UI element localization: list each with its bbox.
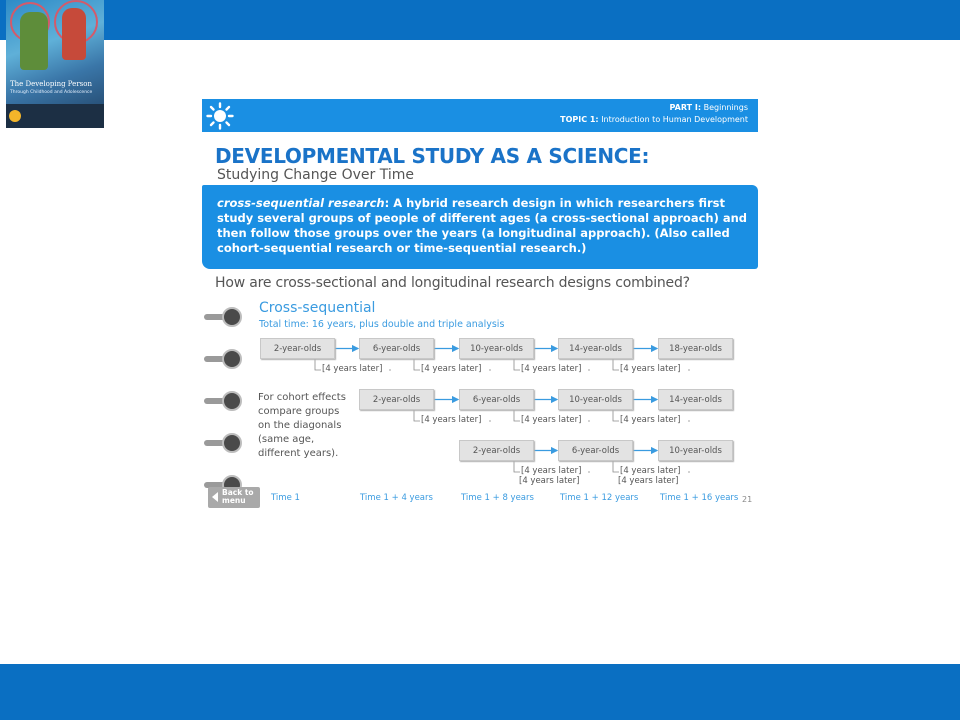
- back-button-label: Back to menu: [222, 488, 254, 505]
- age-group-box: 6-year-olds: [459, 389, 534, 410]
- cover-subtitle: Through Childhood and Adolescence: [10, 90, 93, 95]
- diagram-subtitle: Total time: 16 years, plus double and triple analysis: [259, 319, 505, 330]
- age-group-box: 6-year-olds: [359, 338, 434, 359]
- cohort-note: For cohort effects compare groups on the diagonals (same age, different years).: [258, 392, 346, 459]
- nav-tab-3[interactable]: [204, 391, 242, 411]
- child-figure-green: [20, 12, 48, 70]
- later-label: [4 years later]: [618, 476, 679, 486]
- age-group-box: 2-year-olds: [260, 338, 335, 359]
- nav-tab-4[interactable]: [204, 433, 242, 453]
- topic-label: TOPIC 1: Introduction to Human Development: [560, 115, 748, 124]
- definition-term: cross-sequential research: [217, 196, 385, 210]
- age-group-box: 18-year-olds: [658, 338, 733, 359]
- cover-sun-icon: [9, 110, 21, 122]
- definition-body: : A hybrid research design in which researchers first study several groups of people of different ages (a cross-sectional approach) and then follow those groups over the years (a longitudinal approach). (Also called cohort-sequential research or time-sequential research.): [217, 196, 748, 255]
- time-label: Time 1 + 12 years: [560, 493, 639, 503]
- age-group-box: 10-year-olds: [558, 389, 633, 410]
- bottom-bar: [0, 664, 960, 720]
- page-number: 21: [742, 495, 753, 504]
- later-label: [4 years later]: [620, 364, 681, 374]
- nav-tab-1[interactable]: [204, 307, 242, 327]
- slide-title: DEVELOPMENTAL STUDY AS A SCIENCE:: [215, 144, 650, 168]
- top-bar: [0, 0, 960, 40]
- part-label: PART I: Beginnings: [669, 103, 748, 112]
- time-label: Time 1 + 4 years: [360, 493, 433, 503]
- child-figure-red: [62, 8, 86, 60]
- age-group-box: 10-year-olds: [459, 338, 534, 359]
- later-label: [4 years later]: [421, 415, 482, 425]
- later-label: [4 years later]: [620, 466, 681, 476]
- later-label: [4 years later]: [521, 466, 582, 476]
- age-group-box: 14-year-olds: [558, 338, 633, 359]
- sun-icon: [206, 102, 234, 130]
- nav-tab-2[interactable]: [204, 349, 242, 369]
- book-cover-thumbnail: [6, 0, 104, 128]
- time-label: Time 1: [271, 493, 300, 503]
- later-label: [4 years later]: [521, 364, 582, 374]
- time-label: Time 1 + 8 years: [461, 493, 534, 503]
- later-label: [4 years later]: [620, 415, 681, 425]
- diagram-title: Cross-sequential: [259, 300, 376, 316]
- slide-subtitle: Studying Change Over Time: [217, 167, 414, 183]
- age-group-box: 2-year-olds: [459, 440, 534, 461]
- question-text: How are cross-sectional and longitudinal research designs combined?: [215, 275, 690, 291]
- later-label: [4 years later]: [519, 476, 580, 486]
- later-label: [4 years later]: [322, 364, 383, 374]
- definition-box: [202, 185, 758, 269]
- age-group-box: 2-year-olds: [359, 389, 434, 410]
- definition-text: [217, 196, 748, 256]
- age-group-box: 6-year-olds: [558, 440, 633, 461]
- later-label: [4 years later]: [521, 415, 582, 425]
- later-label: [4 years later]: [421, 364, 482, 374]
- slide-header: [202, 99, 758, 132]
- back-arrow-icon: [212, 492, 218, 502]
- age-group-box: 10-year-olds: [658, 440, 733, 461]
- cover-title: The Developing Person: [10, 80, 92, 88]
- slide: [202, 99, 758, 512]
- time-label: Time 1 + 16 years: [660, 493, 739, 503]
- age-group-box: 14-year-olds: [658, 389, 733, 410]
- back-to-menu-button[interactable]: [208, 487, 260, 508]
